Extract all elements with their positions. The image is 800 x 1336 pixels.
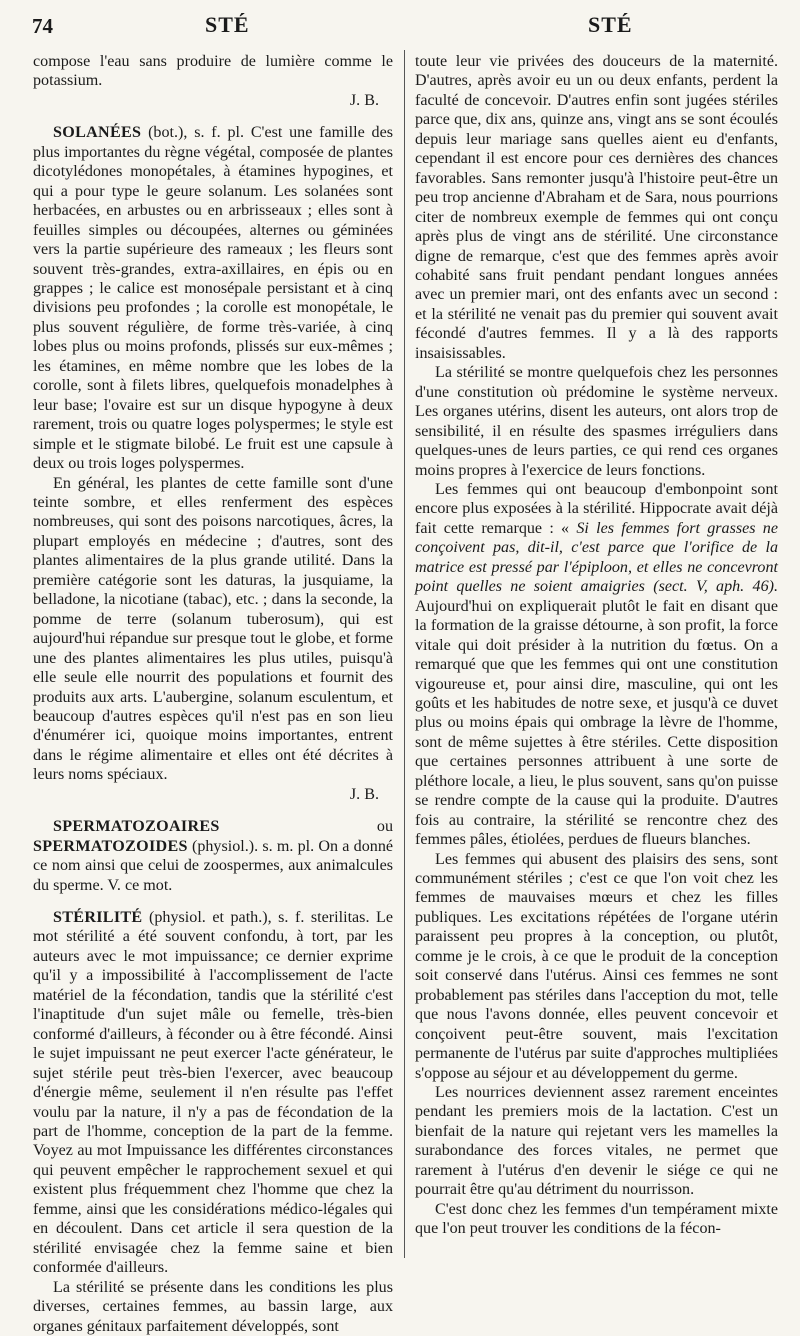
entry-solanees-p1: SOLANÉES (bot.), s. f. pl. C'est une famille des plus importantes du règne végétal, composée de plantes dicotylédones monopétales, à étamines hypogines, et qui a pour type le geure solanum. Les solanées sont herbacées, en arbustes ou en arbrisseaux ; elles sont à feuilles simples ou découpées, alternes ou géminées vers la partie supérieure des rameaux ; les fleurs sont souvent très-grandes, extra-axillaires, en épis ou en grappes ; le calice est monosépale persistant et à cinq divisions peu profondes ; la corolle est monopétale, le plus souvent régulière, de forme très-variée, à cinq lobes plus ou moins profonds, plissés sur eux-mêmes ; les étamines, en même nombre que les lobes de la corolle, sont à filets libres, quelquefois monadelphes à leur base; l'ovaire est sur un disque hypogyne à deux rarement, trois ou quatre loges polyspermes; le style est simple et le stigmate bilobé. Le fruit est une capsule à deux ou trois loges polyspermes. [33,124,393,473]
entry-spermatozoaires [33,817,393,895]
signature: J. B. [349,785,379,803]
entry-label: (physiol.). s. m. pl. [191,837,315,855]
headword-sterilite: STÉRILITÉ [53,909,143,927]
signature: J. B. [349,91,379,109]
entry-solanees [33,123,393,804]
entry-solanees-p2: En général, les plantes de cette famille sont d'une teinte sombre, et elles renferment des espèces nombreuses, qui sont des poisons narcotiques, âcres, la plupart employés en médecine ; d'autres, sont des plantes alimentaires de la plus grande utilité. Dans la première catégorie sont les daturas, la jusquiame, la belladone, la nicotiane (tabac), etc. ; dans la seconde, la pomme de terre (solanum tuberosum), qui est aujourd'hui répandue sur presque tout le globe, et forme une des plantes alimentaires les plus utiles, puisqu'à elle seule elle nourrit des populations et fournit des produits aux arts. L'aubergine, solanum esculentum, et beaucoup d'autres espèces qu'il n'est pas en son lieu d'énumérer ici, quoique moins importantes, entrent dans le régime alimentaire et elles ont été décrites à leurs noms spéciaux. J. B. [33,474,393,803]
headword-spermatozoides: SPERMATOZOIDES [33,837,188,855]
entry-sterilite-p1: STÉRILITÉ (physiol. et path.), s. f. sterilitas. Le mot stérilité a été souvent confondu, à tort, par les auteurs avec le mot impuissance; ce dernier exprime qu'il y a impossibilité à l'accomplissement de l'acte matériel de la fécondation, tandis que la stérilité c'est l'inaptitude d'un sujet mâle ou femelle, très-bien conformé d'ailleurs, à féconder ou à être fécondé. Ainsi le sujet impuissant ne peut exercer l'acte générateur, le sujet stérile peut très-bien l'exercer, avec beaucoup d'énergie même, seulement il n'en résulte pas l'effet voulu par la nature, il n'y a pas de fécondation de la part de l'homme, conception de la part de la femme. Voyez au mot Impuissance les différentes circonstances qui peuvent empêcher le rapprochement sexuel et qui existent plus fréquemment chez l'homme que chez la femme, ainsi que les considérations médico-légales qui en découlent. Dans cet article il sera question de la stérilité envisagée chez la femme saine et bien conformée d'ailleurs. [33,909,393,1277]
headword-solanees: SOLANÉES [53,124,142,142]
running-head-right: STÉ [588,12,633,37]
entry-spermatozoaires-text: SPERMATOZOAIRES ou SPERMATOZOIDES (physiol.). s. m. pl. On a donné ce nom ainsi que celui de zoospermes, aux animalcules du sperme. V. ce mot. [33,818,394,894]
entry-sterilite [33,908,393,1336]
headword-spermatozoaires: SPERMATOZOAIRES [53,818,220,836]
entry-label: (physiol. et path.), s. f. sterilitas. [149,909,370,927]
hippocrates-quote: Si les femmes fort grasses ne conçoivent pas, dit-il, c'est parce que l'orifice de la matrice est pressé par l'épiploon, et elles ne concevront point quelles ne soient amaigries (sect. V, aph. 46). [415,519,778,596]
paragraph: C'est donc chez les femmes d'un tempérament mixte que l'on peut trouver les conditions de la fécon- [415,1200,778,1238]
left-column [33,52,394,1335]
paragraph: toute leur vie privées des douceurs de la maternité. D'autres, après avoir eu un ou deux enfants, perdent la faculté de concevoir. D'autres enfin sont jugées stériles parce que, dix ans, quinze ans, vingt ans se sont écoulés depuis leur mariage sans quelles aient eu d'enfants, cependant il est encore pour ces dernières des chances favorables. Sans remonter jusqu'à l'histoire peut-être un peu trop ancienne d'Abraham et de Sara, nous pourrions citer de nombreux exemple de femmes qui ont conçu après plus de vingt ans de stérilité. Une circonstance digne de remarque, c'est que des femmes après avoir cohabité sans fruit pendant pendant longues années avec un premier mari, ont des enfants avec un second : et la stérilité ne venait pas du premier qui souvent avait fécondé d'autres femmes. Il y a là des rapports insaisissables. [415,53,778,362]
running-head-left: STÉ [205,12,250,37]
paragraph: Les femmes qui abusent des plaisirs des sens, sont communément stériles ; c'est ce que l'on voit chez les femmes de mauvaises mœurs et chez les filles publiques. Les excitations répétées de l'organe utérin paraissent peu propres à la conception, ou plutôt, comme je le crois, à ce que le produit de la conception soit conservé dans l'utérus. Ainsi ces femmes ne sont probablement pas stériles dans l'acception du mot, telle que nous l'avons donnée, elles peuvent concevoir et conçoivent peut-être souvent, mais l'excitation permanente de l'utérus par suite d'approches multipliées s'oppose au séjour et au développement du germe. [415,850,778,1082]
page-number: 74 [32,14,53,38]
entry-sterilite-p2: La stérilité se présente dans les conditions les plus diverses, certaines femmes, au bassin large, aux organes génitaux parfaitement développés, sont [33,1278,393,1335]
continued-paragraph: compose l'eau sans produire de lumière comme le potassium. J. B. [33,53,393,109]
paragraph: La stérilité se montre quelquefois chez les personnes d'une constitution où prédomine le système nerveux. Les organes utérins, disent les auteurs, ont alors trop de sensibilité, il en résulte des spasmes irréguliers dans quelques-unes de leurs parties, ce qui rend ces organes moins propres à l'exercice de leurs fonctions. [415,364,778,479]
column-divider [404,50,405,1258]
paragraph: Les femmes qui ont beaucoup d'embonpoint sont encore plus exposées à la stérilité. Hippocrate avait déjà fait cette remarque : « Si les femmes fort grasses ne conçoivent pas, dit-il, c'est parce que l'orifice de la matrice est pressé par l'épiploon, et elles ne concevront point quelles ne soient amaigries (sect. V, aph. 46). Aujourd'hui on expliquerait plutôt le fait en disant que la formation de la graisse détourne, à son profit, la force vitale qui doit présider à la nutrition du fœtus. On a remarqué que que les femmes qui ont une constitution vigoureuse et, pour ainsi dire, masculine, qui ont les goûts et les habitudes de notre sexe, et jusqu'à ce duvet plus ou moins épais qui ombrage la lèvre de l'homme, sont de même sujettes à être stériles. Cette disposition que certaines personnes attribuent à une sorte de pléthore locale, a lieu, le plus souvent, sans qu'on puisse se rendre compte de la cause qui la produite. D'autres fois au contraire, la stérilité se rencontre chez des femmes pâles, étiolées, perdues de flueurs blanches. [415,480,778,849]
right-column [415,52,778,1257]
paragraph: Les nourrices deviennent assez rarement enceintes pendant les premiers mois de la lactation. C'est un bienfait de la nature qui rejetant vers les mamelles la surabondance des forces vitales, ne permet que rarement à l'utérus d'en devenir le siége ce qui ne pourrait être qu'au détriment du nourrisson. [415,1084,778,1199]
entry-label: (bot.), s. f. pl. [148,124,245,142]
